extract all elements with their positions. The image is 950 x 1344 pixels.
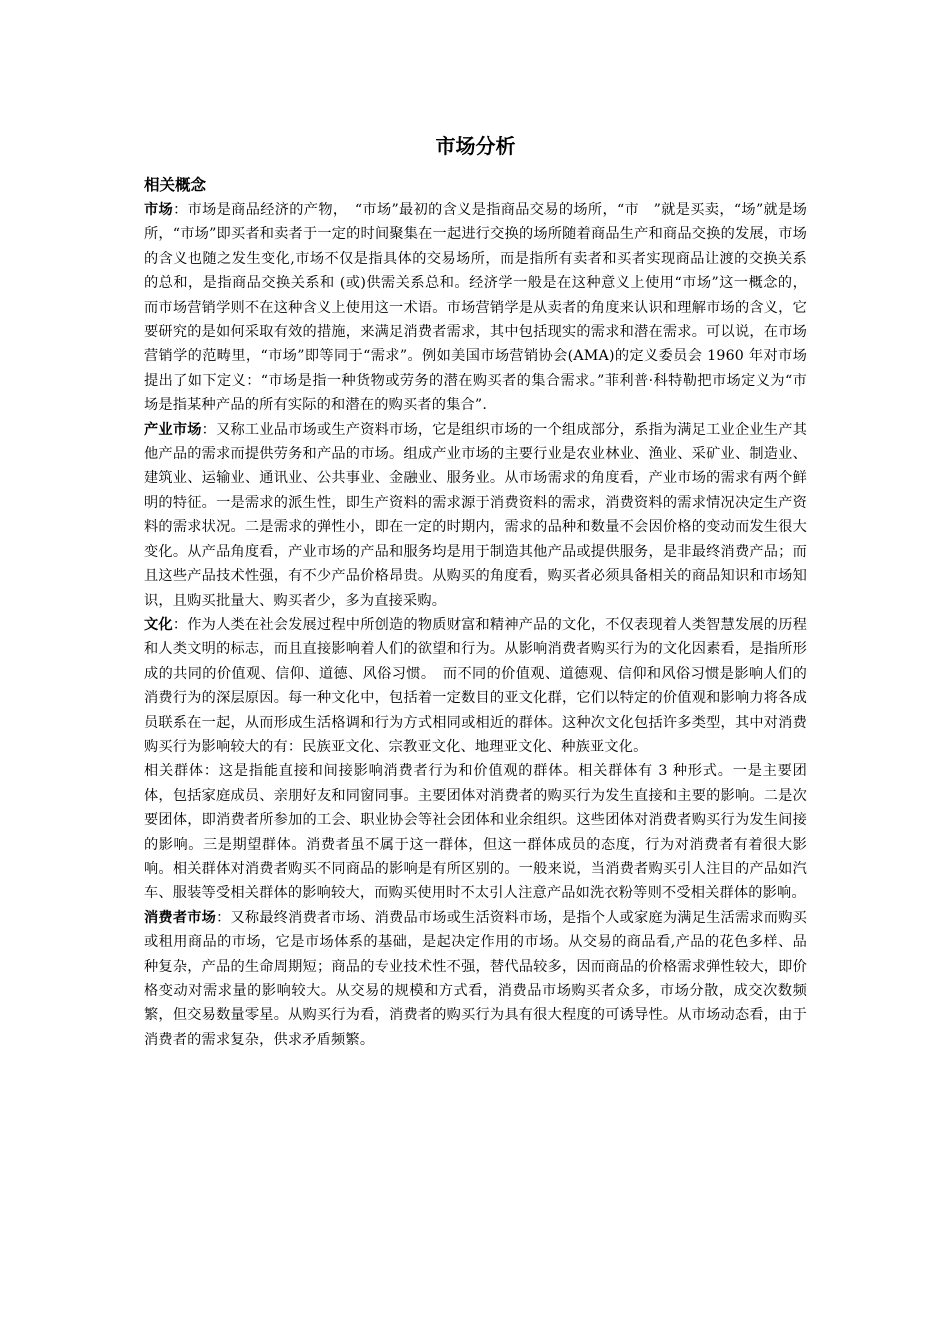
term-label: 市场	[144, 202, 174, 218]
paragraph-text: 又称工业品市场或生产资料市场，它是组织市场的一个组成部分，系指为满足工业企业生产其他产品的需求而提供劳务和产品的市场。组成产业市场的主要行业是农业林业、渔业、采矿业、制造业、建筑业、运输业、通讯业、公共事业、金融业、服务业。从市场需求的角度看，产业市场的需求有两个鲜明的特征。一是需求的派生性，即生产资料的需求源于消费资料的需求，消费资料的需求情况决定生产资料的需求状况。二是需求的弹性小，即在一定的时期内，需求的品种和数量不会因价格的变动而发生很大变化。从产品角度看，产业市场的产品和服务均是用于制造其他产品或提供服务，是非最终消费产品；而且这些产品技术性强，有不少产品价格昂贵。从购买的角度看，购买者必须具备相关的商品知识和市场知识，且购买批量大、购买者少，多为直接采购。	[144, 421, 807, 609]
paragraph-text: 相关群体：这是指能直接和间接影响消费者行为和价值观的群体。相关群体有 3 种形式。一是主要团体，包括家庭成员、亲朋好友和同窗同事。主要团体对消费者的购买行为发生直接和主要的影响。二是次要团体，即消费者所参加的工会、职业协会等社会团体和业余组织。这些团体对消费者购买行为发生间接的影响。三是期望群体。消费者虽不属于这一群体，但这一群体成员的态度，行为对消费者有着很大影响。相关群体对消费者购买不同商品的影响是有所区别的。一般来说，当消费者购买引人注目的产品如汽车、服装等受相关群体的影响较大，而购买使用时不太引人注意产品如洗衣粉等则不受相关群体的影响。	[144, 763, 807, 902]
paragraph-reference-groups	[144, 759, 807, 905]
term-separator: ：	[201, 421, 217, 438]
term-label: 消费者市场	[144, 909, 217, 926]
term-separator: ：	[173, 202, 188, 218]
paragraph-market	[144, 198, 807, 418]
term-separator: ：	[216, 909, 231, 926]
paragraph-consumer-market	[144, 906, 807, 1052]
term-separator: ：	[172, 616, 188, 633]
paragraph-text: 又称最终消费者市场、消费品市场或生活资料市场，是指个人或家庭为满足生活需求而购买或租用商品的市场，它是市场体系的基础，是起决定作用的市场。从交易的商品看,产品的花色多样、品种复杂，产品的生命周期短；商品的专业技术性不强，替代品较多，因而商品的价格需求弹性较大，即价格变动对需求量的影响较大。从交易的规模和方式看，消费品市场购买者众多，市场分散，成交次数频繁，但交易数量零星。从购买行为看，消费者的购买行为具有很大程度的可诱导性。从市场动态看，由于消费者的需求复杂，供求矛盾频繁。	[144, 909, 807, 1048]
document-title: 市场分析	[435, 134, 516, 158]
term-label: 产业市场	[144, 421, 202, 438]
paragraph-text: 市场是商品经济的产物， “市场”最初的含义是指商品交易的场所，“市 ”就是买卖，“场”就是场所，“市场”即买者和卖者于一定的时间聚集在一起进行交换的场所随着商品生产和商品交换的发展，市场的含义也随之发生变化,市场不仅是指具体的交易场所，而是指所有卖者和买者实现商品让渡的交换关系的总和，是指商品交换关系和 (或)供需关系总和。经济学一般是在这种意义上使用“市场”这一概念的，而市场营销学则不在这种含义上使用这一术语。市场营销学是从卖者的角度来认识和理解市场的含义，它要研究的是如何采取有效的措施，来满足消费者需求，其中包括现实的需求和潜在需求。可以说，在市场营销学的范畴里，“市场”即等同于“需求”。例如美国市场营销协会(AMA)的定义委员会 1960 年对市场提出了如下定义：“市场是指一种货物或劳务的潜在购买者的集合需求。”菲利普·科特勒把市场定义为“市场是指某种产品的所有实际的和潜在的购买者的集合”.	[144, 202, 807, 414]
term-label: 文化	[144, 616, 173, 633]
paragraph-industrial-market	[144, 418, 807, 613]
document-page	[144, 132, 807, 1052]
section-heading: 相关概念	[144, 176, 207, 194]
paragraph-text: 作为人类在社会发展过程中所创造的物质财富和精神产品的文化，不仅表现着人类智慧发展的历程和人类文明的标志，而且直接影响着人们的欲望和行为。从影响消费者购买行为的文化因素看，是指所形成的共同的价值观、信仰、道德、风俗习惯。 而不同的价值观、道德观、信仰和风俗习惯是影响人们的消费行为的深层原因。每一种文化中，包括着一定数目的亚文化群，它们以特定的价值观和影响力将各成员联系在一起，从而形成生活格调和行为方式相同或相近的群体。这种次文化包括许多类型，其中对消费购买行为影响较大的有：民族亚文化、宗教亚文化、地理亚文化、种族亚文化。	[144, 616, 807, 755]
paragraph-culture	[144, 613, 807, 759]
